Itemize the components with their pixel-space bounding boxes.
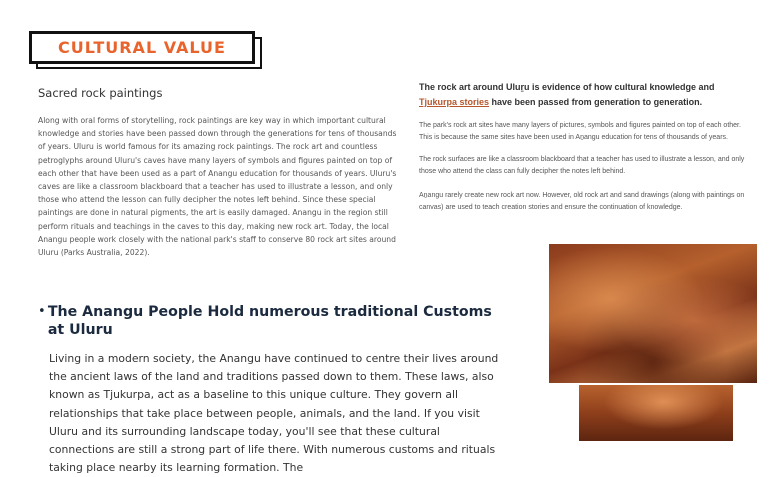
left-paragraph: Along with oral forms of storytelling, rock paintings are key way in which important cultural knowledge and stories have been passed down through the generations for tens of thousands of years. Uluru is world famous for its amazing rock paintings. The rock art and countless petroglyphs around Uluru's caves have many layers of symbols and figures painted on top of each other that have been used as a part of Anangu education for thousands of years. Uluru's caves are like a classroom blackboard that a teacher has used to illustrate a lesson, and only those who attend the lesson can fully decipher the notes left behind. Since these special paintings are done in natural pigments, the art is easily damaged. Anangu in the region still perform rituals and teachings in the caves to this day, making new rock art. Today, the local Anangu people work closely with the national park's staff to conserve 80 rock art sites around Uluru (Parks Australia, 2022). [38,116,397,258]
bullet-dot: • [38,304,46,319]
right-heading [419,80,749,110]
right-paragraph-2: The rock surfaces are like a classroom blackboard that a teacher has used to illustrate a lesson, and only those who attend the class can fully decipher the notes left behind. [419,156,745,175]
rock-art-photo [549,244,757,383]
right-heading-text-2: have been passed from generation to generation. [489,97,703,107]
section-heading: The Anangu People Hold numerous traditional Customs at Uluru [47,304,492,338]
right-paragraph-3: Aṉangu rarely create new rock art now. However, old rock art and sand drawings (along with paintings on canvas) are used to teach creation stories and ensure the continuation of knowledge. [419,192,745,211]
bullet-item [38,303,508,339]
cave-photo [579,385,733,441]
left-heading: Sacred rock paintings [38,86,163,100]
tjukurpa-link[interactable]: Tjukurpa stories [419,97,490,107]
page-title: CULTURAL VALUE [58,38,226,57]
right-paragraph-1: The park's rock art sites have many layers of pictures, symbols and figures painted on top of each other. This is because the same sites have been used in Aṉangu education for tens of thousands of years. [419,122,741,141]
body-paragraph: Living in a modern society, the Anangu have continued to centre their lives around the ancient laws of the land and traditions passed down to them. These laws, also known as Tjukurpa, act as a baseline to this unique culture. They govern all relationships that take place between people, animals, and the land. If you visit Uluru and its surrounding landscape today, you'll see that these cultural connections are still a strong part of life there. With numerous customs and rituals taking place nearby its learning formation. The [49,352,499,475]
title-badge [29,31,255,64]
right-heading-text-1: The rock art around Uluṟu is evidence of how cultural knowledge and [419,82,715,92]
